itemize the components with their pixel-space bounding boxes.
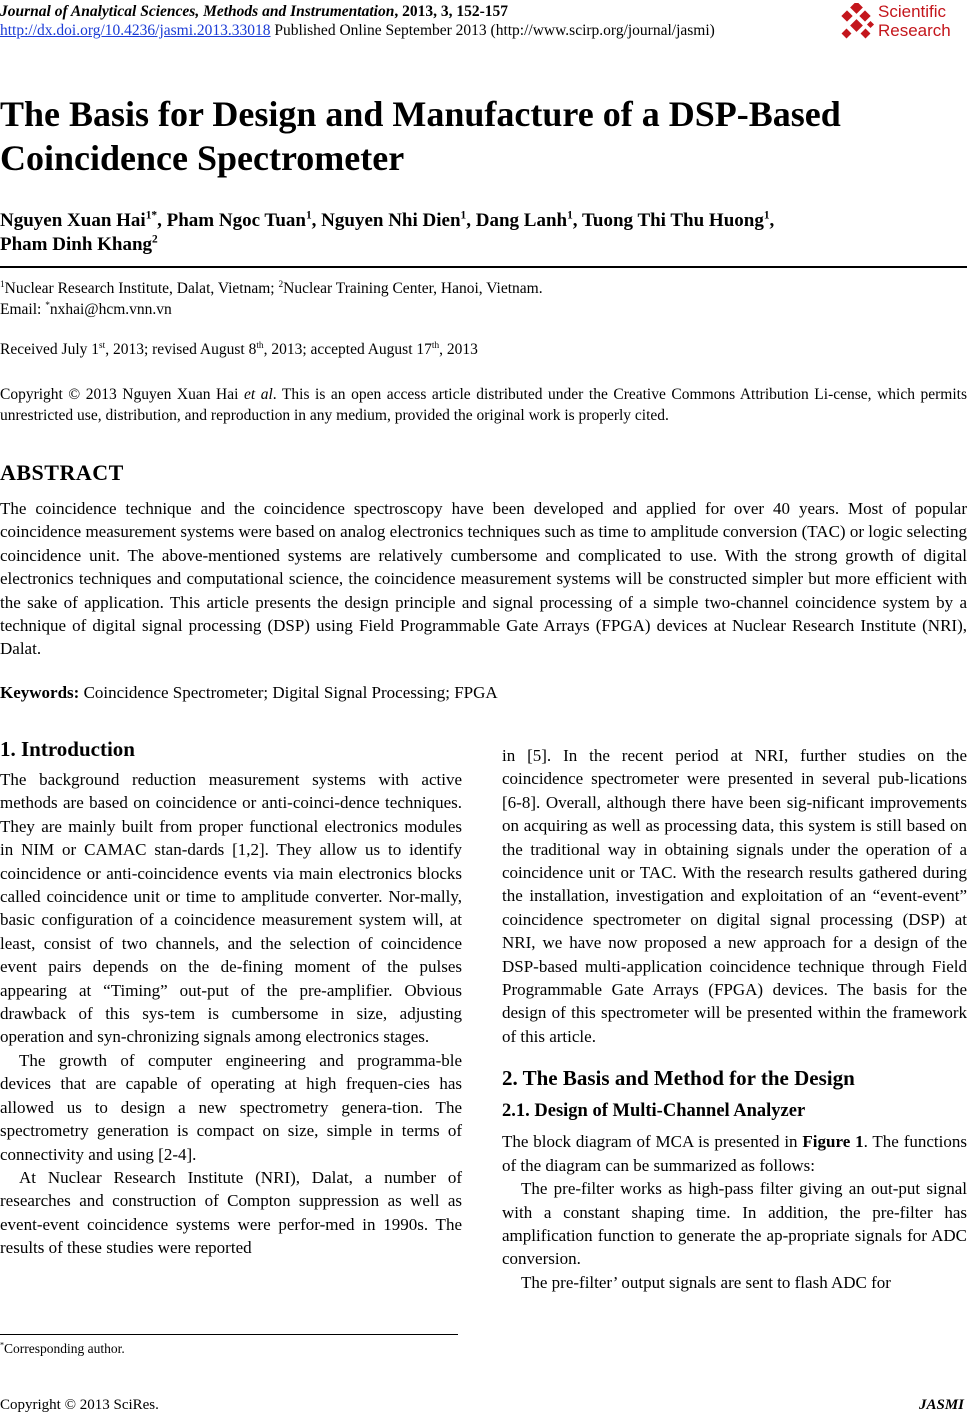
- author-name: Tuong Thi Thu Huong: [581, 210, 764, 231]
- section-heading-basis: 2. The Basis and Method for the Design: [502, 1066, 855, 1091]
- figure-ref[interactable]: Figure 1: [802, 1132, 864, 1152]
- doi-line: [0, 22, 715, 40]
- author-name: Pham Ngoc Tuan: [166, 210, 306, 231]
- email-label: Email:: [0, 301, 46, 318]
- paragraph: At Nuclear Research Institute (NRI), Dalat, a number of researches and construction of Compton suppression as well as event-event coincidence systems were perfor-med in 1990s. The results of these studies were reported: [0, 1167, 462, 1258]
- text-span: The block diagram of MCA is presented in: [502, 1132, 803, 1152]
- abstract-heading: ABSTRACT: [0, 460, 124, 485]
- accepted-text: , 2013; accepted August 17: [263, 341, 432, 358]
- logo-line-1: Scientific: [878, 2, 947, 21]
- published-info: Published Online September 2013 (http://www.scirp.org/journal/jasmi): [270, 22, 715, 39]
- received-dates: [0, 341, 478, 359]
- left-column: [0, 737, 462, 1260]
- footer-copyright: Copyright © 2013 SciRes.: [0, 1397, 159, 1413]
- keywords-text: Coincidence Spectrometer; Digital Signal Processing; FPGA: [79, 683, 498, 702]
- affiliation-1: Nuclear Research Institute, Dalat, Vietnam;: [4, 280, 279, 297]
- paragraph: The pre-filter works as high-pass filter giving an out-put signal with a constant shaping time. In addition, the pre-filter has amplification function to generate the ap-propriate signals for ADC conversion.: [502, 1179, 967, 1269]
- subsection-heading-mca: 2.1. Design of Multi-Channel Analyzer: [502, 1101, 806, 1122]
- copyright-post: . This is an open access article distributed under the Creative Commons Attribution Li-cense, which permits unrestricted use, distribution, and reproduction in any medium, provided the original work is properly cited.: [0, 386, 967, 424]
- author-sup: 2: [152, 233, 158, 246]
- copyright-etal: et al: [243, 386, 273, 403]
- logo-text: [878, 2, 951, 40]
- author-sup: 1: [305, 209, 312, 222]
- footnote-text: Corresponding author.: [4, 1341, 125, 1356]
- section-heading-introduction: 1. Introduction: [0, 737, 135, 761]
- doi-link[interactable]: http://dx.doi.org/10.4236/jasmi.2013.33018: [0, 22, 271, 39]
- footnote: [0, 1341, 125, 1357]
- copyright-pre: Copyright © 2013 Nguyen Xuan Hai: [0, 386, 244, 403]
- logo-mark-icon: [838, 3, 876, 43]
- author-sup: 1: [567, 209, 573, 222]
- date-sup: th: [256, 340, 264, 351]
- author-name: Nguyen Xuan Hai: [0, 210, 146, 231]
- affiliations: [0, 280, 543, 298]
- paper-title: The Basis for Design and Manufacture of a DSP-Based Coincidence Spectrometer: [0, 94, 841, 178]
- email-sup: *: [45, 300, 50, 311]
- logo-line-2: Research: [878, 21, 951, 40]
- author-name: Pham Dinh Khang: [0, 234, 153, 255]
- author-name: Nguyen Nhi Dien: [321, 210, 461, 231]
- header-divider: [0, 266, 967, 268]
- aff-sup: 1: [0, 279, 5, 290]
- copyright-notice: [0, 384, 967, 426]
- author-name: Dang Lanh: [475, 210, 568, 231]
- journal-header: [0, 3, 508, 21]
- publisher-logo: [838, 2, 967, 44]
- email-line: [0, 301, 172, 319]
- footer-journal: JASMI: [918, 1397, 964, 1413]
- author-sup: 1: [460, 209, 467, 222]
- text-span: . The functions of the diagram can be summarized as follows:: [502, 1132, 967, 1175]
- affiliation-2: Nuclear Training Center, Hanoi, Vietnam.: [283, 280, 543, 297]
- author-list: Nguyen Xuan Hai$^{1*}$, Pham Ngoc Tuan$^1$, Nguyen Nhi Dien$^1$, Dang Lanh$^1$, Tuong Thi Thu Huong$^1$, Pham Dinh Khang$^2$: [0, 209, 775, 255]
- right-column: [502, 744, 967, 1294]
- keywords-label: Keywords:: [0, 683, 80, 702]
- paragraph: The background reduction measurement systems with active methods are based on coincidence or anti-coinci-dence techniques. They are mainly built from proper functional electronics modules in NIM or CAMAC stan-dards [1,2]. They allow us to identify coincidence or anti-coincidence events via main electronics blocks called coincidence unit or time to amplitude converter. Nor-mally, basic configuration of a coincidence measurement system will, at least, consist of two channels, and the selection of coincidence event pairs depends on the de-fining moment of the pulses appearing at “Timing” out-put of the pre-amplifier. Obvious drawback of this sys-tem is cumbersome in size, adjusting operation and syn-chronizing signals among electronics stages.: [0, 770, 462, 1047]
- year-text: , 2013: [439, 341, 478, 358]
- date-sup: st: [99, 340, 106, 351]
- footnote-sup: *: [0, 1340, 5, 1350]
- email-address: nxhai@hcm.vnn.vn: [49, 301, 172, 318]
- author-sup: 1: [763, 209, 770, 222]
- aff-sup: 2: [278, 279, 284, 290]
- footnote-divider: [0, 1334, 458, 1335]
- paragraph: The pre-filter’ output signals are sent to flash ADC for: [521, 1272, 891, 1292]
- journal-name: Journal of Analytical Sciences, Methods and Instrumentation: [0, 3, 395, 20]
- paragraph: The growth of computer engineering and programma-ble devices that are capable of operating at high frequen-cies has allowed us to design a new spectrometry genera-tion. The spectrometry generation is compact on size, simple in terms of connectivity and using [2-4].: [0, 1050, 462, 1164]
- abstract-text: The coincidence technique and the coincidence spectroscopy have been developed and applied for over 40 years. Most of popular coincidence measurement systems were based on analog electronics techniques such as time to amplitude conversion (TAC) or logic selecting coincidence unit. The above-mentioned systems are relatively cumbersome and complicated to use. With the strong growth of digital electronics techniques and computational science, the coincidence measurement systems will be constructed simpler but more efficient with the sake of application. This article presents the design principle and signal processing of a simple two-channel coincidence system by a technique of digital signal processing (DSP) using Field Programmable Gate Arrays (FPGA) devices at Nuclear Research Institute (NRI), Dalat.: [0, 499, 967, 659]
- paragraph: [502, 1130, 967, 1177]
- keywords: [0, 683, 498, 703]
- journal-volume: , 2013, 3, 152-157: [394, 3, 508, 20]
- revised-text: , 2013; revised August 8: [105, 341, 257, 358]
- author-sup: 1*: [145, 209, 158, 222]
- paragraph: in [5]. In the recent period at NRI, further studies on the coincidence spectrometer were presented in several pub-lications [6-8]. Overall, although there have been sig-nificant improvements on acquiring as well as processing data, this system is still based on the traditional way in obtaining signals under the operation of a coincidence unit or TAC. With the research results gathered during the installation, investigation and exploitation of an “event-event” coincidence spectrometer on digital signal processing (DSP) at NRI, we have now proposed a new approach for a design of the DSP-based multi-application coincidence technique through Field Programmable Gate Arrays (FPGA) devices. The basis for the design of this spectrometer will be presented within the framework of this article.: [502, 746, 967, 1046]
- date-sup: th: [431, 340, 440, 351]
- received-text: Received July 1: [0, 341, 100, 358]
